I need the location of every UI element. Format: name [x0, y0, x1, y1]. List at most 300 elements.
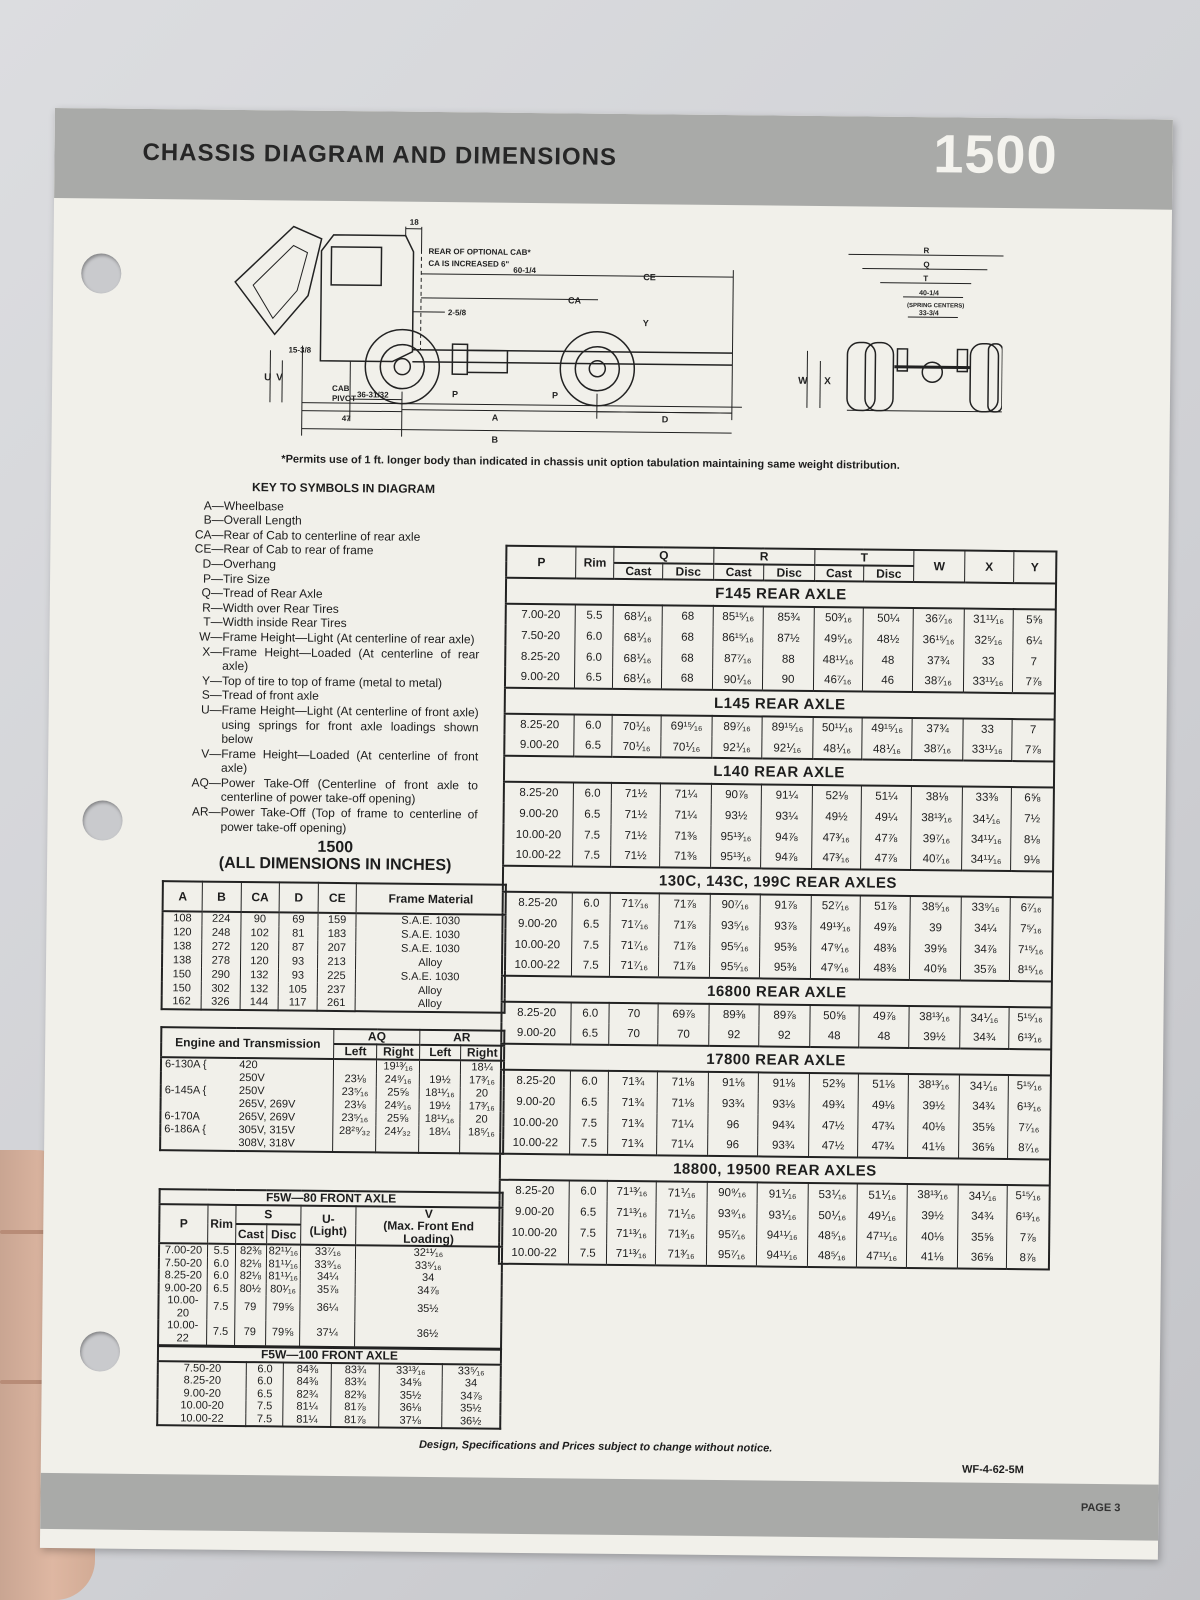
table-cell: 6¹³⁄₁₆ — [1008, 1096, 1051, 1117]
label-q: Q — [923, 260, 930, 270]
table-cell: 71¼ — [660, 804, 711, 826]
table-cell: 84⅜ — [283, 1362, 331, 1376]
table-cell: 6.0 — [573, 782, 611, 803]
table-row — [157, 1412, 500, 1429]
key-description: Power Take-Off (Centerline of front axle to centerline of power take-off opening) — [220, 775, 479, 807]
table-cell — [161, 1097, 236, 1111]
table-cell: 71⁷⁄₁₆ — [610, 914, 659, 936]
table-cell: 93 — [279, 968, 318, 982]
table-cell: 93¾ — [708, 1093, 759, 1115]
table-cell: 35⅝ — [959, 1117, 1008, 1139]
table-cell: 71⅛ — [657, 1092, 708, 1114]
key-symbol: AQ— — [191, 775, 222, 790]
table-cell: 71⅞ — [659, 914, 710, 936]
table-cell: 89⁷⁄₁₆ — [712, 716, 763, 738]
table-cell: 93⁵⁄₁₆ — [710, 915, 761, 937]
table-cell: 36⅝ — [957, 1248, 1006, 1270]
table-cell: 71¾ — [608, 1092, 657, 1114]
table-cell: 39½ — [907, 1205, 958, 1227]
table-cell: Alloy — [356, 983, 505, 999]
table-cell: 71⅞ — [659, 956, 710, 978]
table-cell: 9.00-20 — [501, 1023, 571, 1045]
table-cell: 94⅞ — [761, 826, 812, 848]
table-cell: 33 — [964, 651, 1013, 673]
col-w: W — [914, 550, 965, 583]
table-cell: 40⅝ — [910, 959, 961, 981]
key-symbol: D— — [202, 556, 224, 571]
table-cell: 68 — [662, 605, 713, 627]
key-description: Overhang — [223, 556, 277, 572]
key-item — [173, 775, 478, 807]
table-cell: 34⅟₁₆ — [958, 1185, 1007, 1207]
table-cell: 213 — [317, 955, 356, 969]
table-cell — [419, 1139, 460, 1153]
table-cell: 138 — [162, 939, 202, 953]
chassis-diagram — [221, 210, 1003, 458]
table-cell: 35⅞ — [300, 1283, 355, 1296]
table-cell: 71¾ — [608, 1134, 657, 1156]
col-q: Q — [614, 547, 714, 564]
table-cell: 34⅟₁₆ — [959, 1075, 1008, 1097]
dim-col-header: B — [202, 882, 241, 912]
table-cell: 132 — [240, 982, 279, 996]
dimensions-title — [165, 837, 505, 875]
col-v-label: V — [424, 1206, 433, 1221]
table-cell: 71¼ — [657, 1113, 708, 1135]
table-cell: 33⅜ — [962, 787, 1011, 809]
tilted-cab-window — [253, 245, 308, 319]
table-cell: 82⅜ — [331, 1388, 379, 1401]
table-cell: 50⅟₁₆ — [808, 1204, 857, 1226]
table-cell: 81¹¹⁄₁₆ — [266, 1270, 301, 1283]
table-cell: 94¾ — [758, 1114, 809, 1136]
table-cell: 71¾ — [608, 1113, 657, 1135]
table-cell: 71⅜ — [660, 846, 711, 868]
table-cell: 35⅝ — [957, 1227, 1006, 1249]
axle-section-title: 130C, 143C, 199C REAR AXLES — [503, 866, 1053, 898]
table-cell: 93⁹⁄₁₆ — [707, 1203, 758, 1225]
table-cell: 36⅝ — [958, 1138, 1007, 1160]
label-258: 2-5/8 — [447, 308, 467, 318]
table-cell: 71⅞ — [659, 893, 710, 915]
table-cell: 6⅝ — [1011, 787, 1054, 808]
model-number: 1500 — [933, 124, 1058, 186]
table-cell: 37¼ — [300, 1321, 355, 1348]
table-cell — [419, 1060, 460, 1074]
table-cell: 420 — [236, 1058, 334, 1073]
table-cell: 6⁷⁄₁₆ — [1010, 897, 1053, 918]
axle-section-title: F145 REAR AXLE — [506, 578, 1056, 610]
table-cell: 35⅞ — [960, 960, 1009, 982]
table-cell: 34⅟₁₆ — [962, 808, 1011, 830]
table-cell: 49⅞ — [860, 916, 911, 938]
table-cell: 91⅛ — [759, 1072, 810, 1094]
label-t: T — [923, 274, 929, 284]
col-t-disc: Disc — [864, 565, 915, 582]
table-cell: 7.5 — [573, 824, 611, 845]
col-t: T — [815, 549, 915, 566]
label-33: 33-3/4 — [918, 310, 939, 318]
axle-section-title: L145 REAR AXLE — [505, 688, 1055, 720]
table-cell: 24⁹⁄₁₆ — [376, 1099, 419, 1112]
header-band — [54, 108, 1173, 210]
table-cell: 7.5 — [573, 845, 611, 866]
table-cell: 82¹¹⁄₁₆ — [266, 1244, 301, 1258]
table-cell: 40⅛ — [907, 1226, 958, 1248]
table-cell — [376, 1138, 419, 1152]
table-cell: 92 — [759, 1025, 810, 1047]
table-cell: 49¼ — [861, 806, 912, 828]
table-cell: 92 — [709, 1025, 760, 1047]
table-cell: 7⅞ — [1012, 740, 1055, 761]
punch-hole — [81, 253, 121, 293]
cab-window — [331, 247, 381, 286]
table-cell: 162 — [162, 995, 202, 1009]
table-cell: 7.5 — [207, 1295, 235, 1320]
table-cell: 69⅞ — [658, 1003, 709, 1025]
table-cell: 35½ — [442, 1402, 501, 1415]
table-cell: 69 — [279, 912, 318, 926]
table-cell: 278 — [201, 954, 240, 968]
table-cell: 6¹³⁄₁₆ — [1009, 1028, 1052, 1049]
key-symbol: V— — [201, 746, 222, 761]
table-cell: 79⅝ — [265, 1295, 300, 1320]
label-p-rear: P — [551, 390, 559, 401]
table-cell: 36½ — [354, 1321, 501, 1349]
col-ar-left: Left — [420, 1045, 461, 1060]
table-cell: 7 — [1013, 651, 1056, 672]
table-cell: 159 — [318, 913, 357, 927]
table-cell: 7.5 — [569, 1243, 607, 1264]
table-cell: 68⅟₁₆ — [613, 668, 662, 690]
table-cell: 38¹³⁄₁₆ — [907, 1184, 958, 1206]
table-cell: 6.0 — [575, 646, 613, 667]
label-40: 40-1/4 — [919, 290, 939, 298]
label-r: R — [923, 246, 930, 256]
table-cell: 7.50-20 — [505, 625, 575, 647]
key-symbol: AR— — [191, 804, 221, 819]
table-cell: 7.5 — [246, 1400, 283, 1413]
table-cell: 17³⁄₁₆ — [460, 1100, 503, 1113]
table-cell: 24¹⁄₃₂ — [376, 1125, 419, 1138]
table-cell: 6.0 — [247, 1362, 284, 1376]
table-row — [162, 995, 505, 1013]
label-cab-note-1: REAR OF OPTIONAL CAB* — [428, 246, 531, 257]
table-cell: 6.0 — [570, 1070, 608, 1091]
dim-line-ce — [421, 274, 733, 277]
table-cell: 10.00-22 — [500, 1133, 570, 1155]
axle-section-title: 18800, 19500 REAR AXLES — [500, 1154, 1050, 1186]
table-cell: 6-170A — [164, 1110, 200, 1123]
page-title: CHASSIS DIAGRAM AND DIMENSIONS — [142, 138, 618, 171]
table-cell: 94⅞ — [761, 847, 812, 869]
table-cell: 9.00-20 — [159, 1282, 208, 1295]
col-rim: Rim — [576, 546, 614, 578]
power-takeoff-table — [159, 1026, 505, 1155]
col-ar-right: Right — [461, 1045, 504, 1060]
key-symbol: X— — [202, 644, 223, 659]
col-ar: AR — [420, 1030, 505, 1046]
col-r-cast: Cast — [713, 564, 764, 581]
table-cell: 36½ — [442, 1415, 501, 1429]
table-cell: 71¼ — [661, 783, 712, 805]
label-b: B — [491, 434, 499, 445]
col-v — [355, 1206, 502, 1247]
table-cell: 86¹⁵⁄₁₆ — [713, 627, 764, 649]
table-cell: 48⅜ — [859, 958, 910, 980]
punch-hole — [82, 800, 122, 840]
table-cell: 39½ — [908, 1095, 959, 1117]
label-47: 47 — [341, 414, 351, 424]
table-cell: 49¹³⁄₁₆ — [811, 916, 860, 938]
front-axle-100-title: F5W—100 FRONT AXLE — [158, 1346, 501, 1364]
table-cell: 88 — [763, 648, 814, 670]
table-cell — [333, 1138, 376, 1152]
table-cell: 71½ — [611, 825, 660, 847]
table-cell: 265V, 269V — [236, 1111, 334, 1125]
table-cell: 34⅞ — [442, 1390, 501, 1403]
table-cell: 81¹¹⁄₁₆ — [266, 1258, 301, 1271]
table-cell: 48 — [809, 1026, 858, 1048]
table-cell: 68⅟₁₆ — [613, 626, 662, 648]
table-cell: 7.5 — [572, 955, 610, 976]
label-cab-pivot-2: PIVOT — [331, 393, 357, 404]
table-cell: 18¹¹⁄₁₆ — [419, 1113, 460, 1126]
table-cell: 48⅟₁₆ — [862, 738, 913, 760]
table-cell — [161, 1071, 236, 1085]
table-cell: 6.5 — [571, 1023, 609, 1044]
table-cell: 91⅛ — [708, 1072, 759, 1094]
table-cell: 7⁷⁄₁₆ — [1008, 1117, 1051, 1138]
table-cell: 39⁷⁄₁₆ — [911, 828, 962, 850]
table-cell: 6.0 — [569, 1180, 607, 1201]
table-cell: 82⅛ — [235, 1270, 266, 1283]
front-wheel — [380, 344, 424, 388]
table-cell: 71³⁄₁₆ — [656, 1223, 707, 1245]
key-symbol: P— — [202, 571, 224, 586]
table-cell: 94¹¹⁄₁₆ — [757, 1224, 808, 1246]
table-cell: 71⅟₁₆ — [656, 1181, 707, 1203]
table-cell: 225 — [317, 969, 356, 983]
table-row — [499, 1243, 1049, 1270]
front-axle-80-title: F5W—80 FRONT AXLE — [160, 1189, 503, 1207]
table-cell: Alloy — [355, 997, 504, 1013]
key-description: Frame Height—Loaded (At centerline of front axle) — [221, 746, 479, 776]
cab-outline — [320, 235, 413, 362]
table-cell: 5.5 — [207, 1244, 235, 1258]
table-cell: 34⅟₁₆ — [960, 1007, 1009, 1029]
frame-component — [467, 350, 507, 372]
label-ca: CA — [567, 295, 582, 306]
table-cell: 8⅛ — [1011, 829, 1054, 850]
table-cell: 120 — [162, 925, 202, 939]
table-cell: 80¹⁄₁₆ — [266, 1283, 301, 1296]
col-q-disc: Disc — [663, 563, 714, 580]
key-description: Frame Height—Light (At centerline of rear axle) — [222, 629, 475, 647]
rear-tire-left-inner — [865, 343, 894, 411]
table-cell: 290 — [201, 968, 240, 982]
table-cell: 95¹³⁄₁₆ — [711, 826, 762, 848]
table-cell: 34⅞ — [355, 1284, 502, 1298]
table-cell: 7.50-20 — [159, 1257, 208, 1270]
table-cell: 6.5 — [246, 1388, 283, 1401]
table-cell: 93⅞ — [760, 915, 811, 937]
table-cell: 207 — [317, 941, 356, 955]
table-cell: 6.0 — [207, 1270, 235, 1283]
table-cell: 48⅜ — [860, 937, 911, 959]
table-cell: 6.0 — [572, 892, 610, 913]
key-description: Overall Length — [223, 512, 302, 528]
table-cell: 96 — [707, 1135, 758, 1157]
table-cell: 7.5 — [572, 934, 610, 955]
table-cell: 6¹³⁄₁₆ — [1007, 1206, 1050, 1227]
table-cell: 23⁵⁄₁₆ — [333, 1086, 376, 1099]
table-cell: 5¹⁵⁄₁₆ — [1007, 1185, 1050, 1206]
label-18: 18 — [409, 217, 419, 227]
table-cell: 183 — [318, 927, 357, 941]
col-p: P — [506, 546, 576, 579]
dim-line-d — [597, 412, 732, 413]
table-cell: 71¹³⁄₁₆ — [607, 1202, 656, 1224]
table-cell: 25⅝ — [376, 1112, 419, 1125]
table-cell: 71¾ — [608, 1071, 657, 1093]
table-cell: 81 — [279, 926, 318, 940]
table-cell: 71⅞ — [659, 935, 710, 957]
table-cell: 10.00-20 — [500, 1112, 570, 1134]
table-cell: 91¼ — [762, 784, 813, 806]
axle-section-title: 17800 REAR AXLE — [501, 1044, 1051, 1076]
table-cell: S.A.E. 1030 — [356, 913, 505, 929]
label-u: U — [264, 372, 272, 384]
table-cell: 19½ — [419, 1100, 460, 1113]
table-cell: 305V, 315V — [235, 1124, 333, 1138]
table-cell: 71⁷⁄₁₆ — [610, 956, 659, 978]
table-cell: 33⁹⁄₁₆ — [301, 1258, 356, 1271]
form-code: WF-4-62-5M — [961, 1463, 1024, 1477]
differential — [922, 362, 942, 382]
table-cell: 6.0 — [574, 714, 612, 735]
table-cell: 71³⁄₁₆ — [656, 1244, 707, 1266]
key-list — [172, 498, 480, 837]
label-cab-pivot-1: CAB — [332, 383, 350, 394]
table-cell: 50³⁄₁₆ — [814, 607, 863, 629]
table-cell: 70 — [658, 1024, 709, 1046]
table-cell: 265V, 269V — [236, 1098, 334, 1112]
table-cell: 93 — [279, 954, 318, 968]
table-cell: 70 — [609, 1003, 658, 1025]
table-cell: 47¾ — [857, 1136, 908, 1158]
table-cell: 49⁵⁄₁₆ — [814, 628, 863, 650]
label-spring: (SPRING CENTERS) — [906, 302, 965, 310]
key-symbol: B— — [203, 512, 224, 527]
table-cell: 8⁷⁄₁₆ — [1008, 1138, 1051, 1159]
table-cell: 23⅛ — [333, 1099, 376, 1112]
table-cell: 71⁷⁄₁₆ — [610, 935, 659, 957]
table-cell: 10.00-20 — [158, 1294, 207, 1320]
dim-col-header: D — [279, 882, 318, 912]
table-cell: 33¹¹⁄₁₆ — [963, 672, 1012, 694]
rear-tire-left-outer — [847, 342, 876, 410]
table-cell: 308V, 318V — [235, 1137, 333, 1152]
table-cell: 90 — [763, 669, 814, 691]
table-cell: 53⅟₁₆ — [808, 1183, 857, 1205]
table-cell: 36⅛ — [379, 1401, 442, 1414]
key-item — [173, 746, 478, 778]
table-cell: 71½ — [611, 846, 660, 868]
table-cell: 6.5 — [207, 1282, 235, 1295]
table-cell: 150 — [162, 967, 202, 981]
table-cell — [160, 1136, 235, 1151]
table-cell: 248 — [202, 926, 241, 940]
front-axle-100-table — [156, 1345, 502, 1430]
table-cell: 326 — [201, 996, 240, 1010]
table-cell: 40⁷⁄₁₆ — [911, 849, 962, 871]
table-cell: 34¾ — [960, 1028, 1009, 1050]
footer-note: Design, Specifications and Prices subject to change without notice. — [418, 1438, 773, 1455]
axle-section-title: L140 REAR AXLE — [504, 756, 1054, 788]
label-ce: CE — [643, 272, 656, 283]
table-cell: 90⅟₁₆ — [712, 669, 763, 691]
table-cell: 70⅟₁₆ — [661, 736, 712, 758]
table-cell: 70 — [609, 1024, 658, 1046]
table-cell: 91⅟₁₆ — [757, 1182, 808, 1204]
table-cell: 47¹¹⁄₁₆ — [856, 1246, 907, 1268]
key-symbol: Q— — [201, 585, 224, 600]
table-cell: 41⅛ — [907, 1247, 958, 1269]
table-cell: 95⁷⁄₁₆ — [706, 1224, 757, 1246]
table-cell: 24⁹⁄₁₆ — [377, 1073, 420, 1086]
dim-col-header: A — [163, 881, 203, 911]
dim-line-b — [302, 429, 732, 434]
col-p: P — [159, 1204, 208, 1244]
key-symbol: CA— — [194, 527, 224, 542]
table-cell: 8.25-20 — [504, 714, 574, 736]
key-symbol: W— — [199, 629, 223, 644]
table-cell: 36⁷⁄₁₆ — [913, 608, 964, 630]
table-cell: 39 — [910, 917, 961, 939]
table-cell: 6.5 — [575, 667, 613, 688]
table-cell: S.A.E. 1030 — [356, 969, 505, 985]
table-cell: 34⅝ — [379, 1376, 442, 1389]
table-cell: 7.5 — [246, 1413, 283, 1427]
table-cell: 34¼ — [961, 918, 1010, 940]
table-cell: 48½ — [863, 628, 914, 650]
table-cell: 7.5 — [569, 1222, 607, 1243]
table-cell: 68 — [662, 647, 713, 669]
table-cell: 23⁵⁄₁₆ — [333, 1112, 376, 1125]
table-cell: 52⅛ — [812, 785, 861, 807]
col-t-cast: Cast — [814, 565, 863, 582]
table-cell: 95⅜ — [760, 936, 811, 958]
key-symbol: U— — [200, 702, 222, 717]
table-cell: 31¹¹⁄₁₆ — [964, 609, 1013, 631]
table-cell: 7 — [1012, 719, 1055, 740]
table-cell: 71⅜ — [660, 825, 711, 847]
key-symbol: A— — [203, 498, 224, 513]
table-cell: 8¹⁵⁄₁₆ — [1009, 960, 1052, 981]
table-cell: 81¼ — [283, 1413, 331, 1427]
table-cell: 93¼ — [761, 805, 812, 827]
table-cell: 6¼ — [1013, 630, 1056, 651]
table-cell: 47½ — [809, 1115, 858, 1137]
table-cell: 5.5 — [575, 604, 613, 625]
table-cell: 38⁷⁄₁₆ — [913, 671, 964, 693]
label-y: Y — [642, 318, 649, 329]
dim-col-header: Frame Material — [356, 883, 505, 915]
table-cell: 7¹⁵⁄₁₆ — [1010, 939, 1053, 960]
table-cell: 71½ — [611, 804, 660, 826]
table-cell: 32¹¹⁄₁₆ — [355, 1245, 502, 1260]
